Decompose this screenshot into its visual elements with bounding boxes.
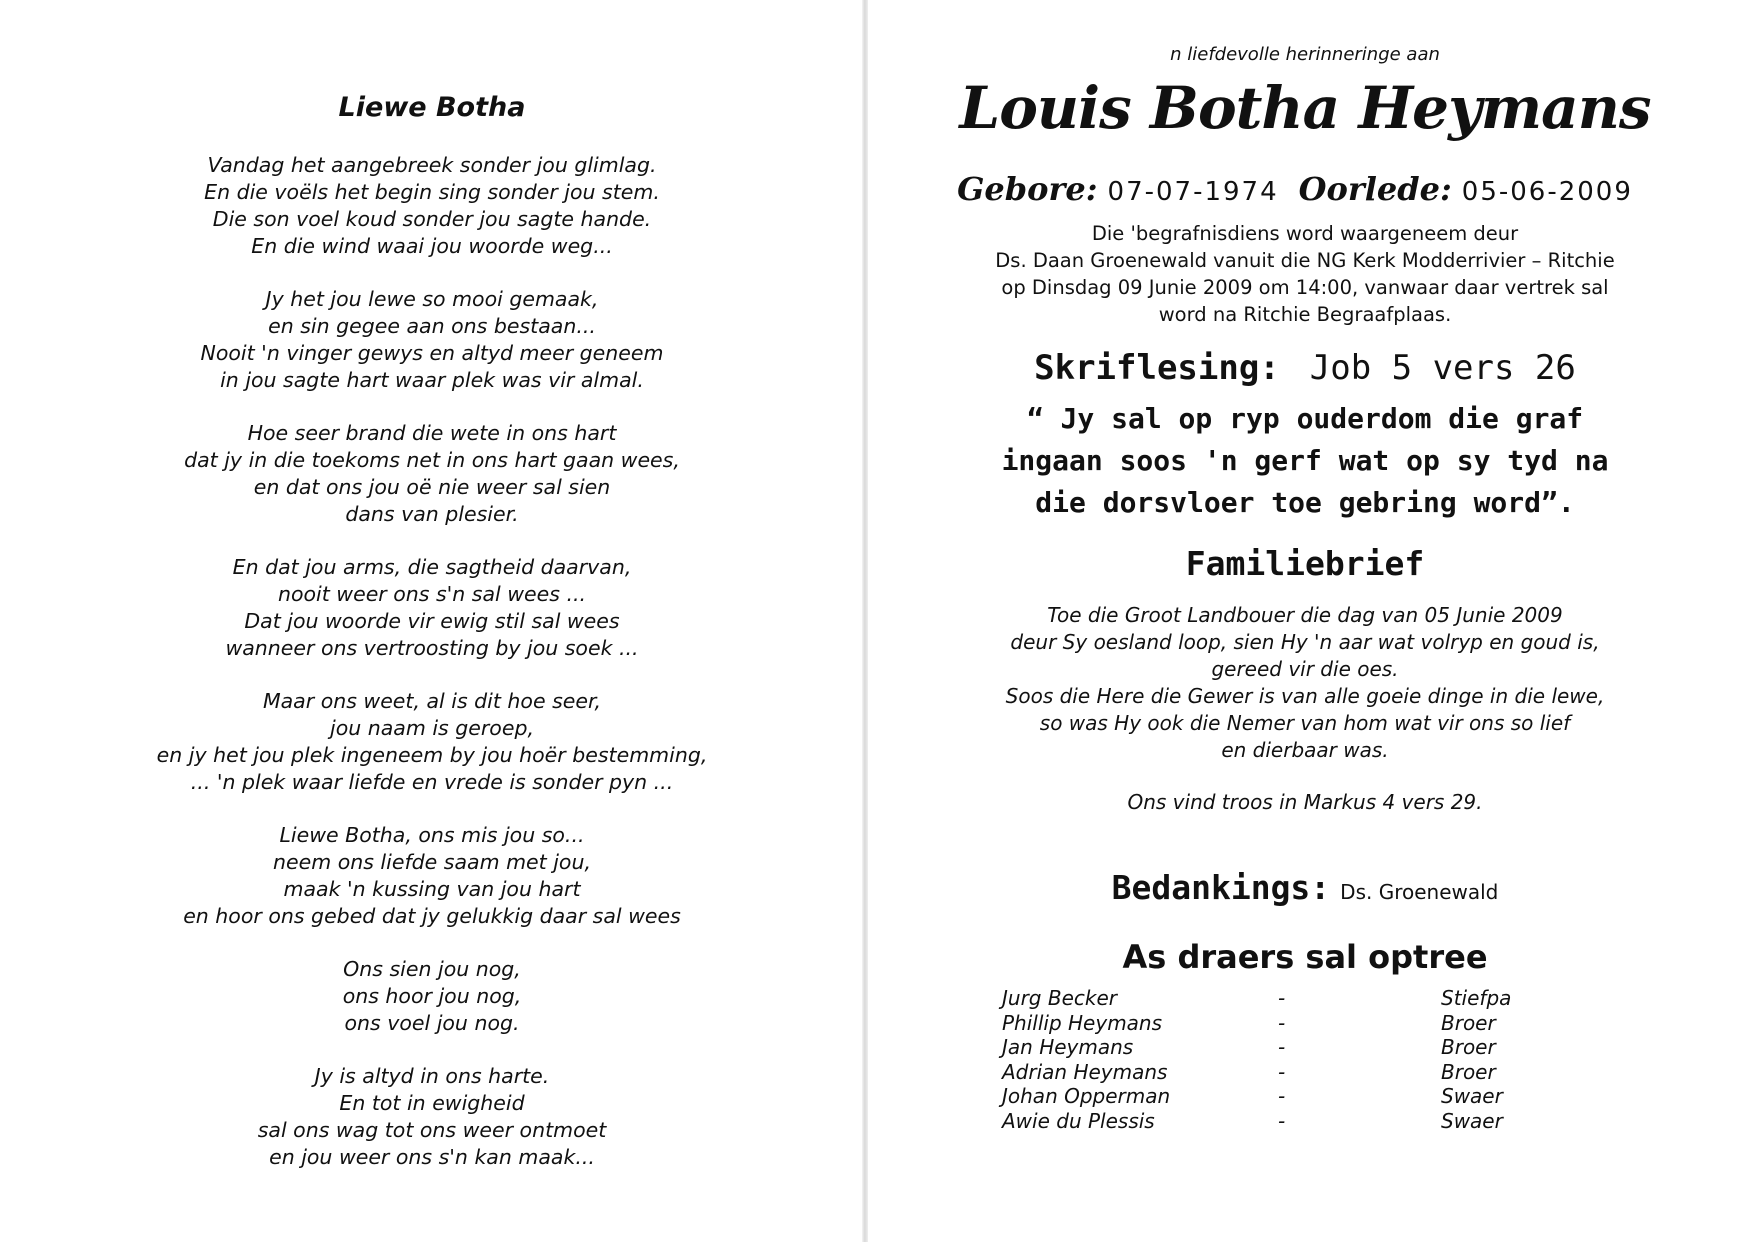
pallbearer-name: Awie du Plessis	[1002, 1108, 1155, 1133]
verse-line: die dorsvloer toe gebring word”.	[1035, 486, 1575, 519]
service-line: Die 'begrafnisdiens word waargeneem deur	[1091, 222, 1519, 245]
verse-line: “ Jy sal op ryp ouderdom die graf	[1026, 402, 1584, 435]
poem-line: sal ons wag tot ons weer ontmoet	[257, 1118, 607, 1142]
pallbearer-relation: Broer	[1441, 1010, 1496, 1035]
poem-line: dans van plesier.	[345, 502, 519, 526]
poem-line: En die voëls het begin sing sonder jou stem.	[204, 180, 660, 204]
verse-line: ingaan soos 'n gerf wat op sy tyd na	[1001, 444, 1609, 477]
poem-line: dat jy in die toekoms net in ons hart gaan wees,	[184, 448, 680, 472]
comfort-verse: Ons vind troos in Markus 4 vers 29.	[1127, 790, 1483, 814]
letter-line: deur Sy oesland loop, sien Hy 'n aar wat volryp en goud is,	[1010, 630, 1600, 654]
stanza	[0, 688, 864, 796]
poem-line: En dat jou arms, die sagtheid daarvan,	[232, 555, 632, 579]
stanza	[0, 554, 864, 662]
poem-line: Liewe Botha, ons mis jou so...	[279, 823, 585, 847]
poem-line: wanneer ons vertroosting by jou soek ...	[225, 636, 639, 660]
poem-line: Jy is altyd in ons harte.	[314, 1064, 550, 1088]
pallbearer-relation: Stiefpa	[1441, 986, 1512, 1010]
pallbearers-heading: As draers sal optree	[1122, 938, 1488, 976]
family-letter	[866, 602, 1744, 764]
poem-line: nooit weer ons s'n sal wees ...	[277, 582, 586, 606]
letter-line: Toe die Groot Landbouer die dag van 05 Junie 2009	[1047, 603, 1563, 627]
thanks-value: Ds. Groenewald	[1340, 880, 1499, 904]
pallbearers-list	[866, 986, 1744, 1133]
stanza	[0, 286, 864, 394]
poem-line: jou naam is geroep,	[330, 716, 534, 740]
poem-line: Nooit 'n vinger gewys en altyd meer geneem	[200, 341, 664, 365]
letter-line: en dierbaar was.	[1221, 738, 1389, 762]
letter-line: Soos die Here die Gewer is van alle goeie dinge in die lewe,	[1005, 684, 1605, 708]
service-line: op Dinsdag 09 Junie 2009 om 14:00, vanwaar daar vertrek sal	[1001, 276, 1609, 299]
pallbearer-name: Jurg Becker	[1002, 986, 1117, 1010]
pallbearer-name: Phillip Heymans	[1002, 1010, 1163, 1035]
stanza	[0, 956, 864, 1037]
service-line: Ds. Daan Groenewald vanuit die NG Kerk Modderrivier – Ritchie	[995, 249, 1615, 272]
poem-body	[0, 152, 864, 1197]
scripture-reading-heading	[866, 348, 1744, 388]
letter-line: gereed vir die oes.	[1211, 657, 1399, 681]
separator-dash: -	[1278, 1059, 1286, 1084]
poem-title: Liewe Botha	[338, 92, 526, 123]
poem-line: En tot in ewigheid	[339, 1091, 525, 1115]
letter-line: so was Hy ook die Nemer van hom wat vir ons so lief	[1039, 711, 1571, 735]
pallbearer-relation: Swaer	[1441, 1108, 1503, 1133]
poem-line: Jy het jou lewe so mooi gemaak,	[265, 287, 599, 311]
pallbearer-row	[866, 1060, 1744, 1085]
poem-line: neem ons liefde saam met jou,	[273, 850, 591, 874]
pallbearer-name: Adrian Heymans	[1002, 1059, 1168, 1084]
pallbearer-row	[866, 1035, 1744, 1060]
stanza	[0, 1063, 864, 1171]
poem-line: En die wind waai jou woorde weg...	[251, 234, 613, 258]
pallbearer-row	[866, 1109, 1744, 1134]
memorial-intro: n liefdevolle herinneringe aan	[1170, 44, 1440, 65]
scripture-label: Skriflesing:	[1034, 348, 1280, 388]
born-date: 07-07-1974	[1107, 177, 1279, 207]
stanza	[0, 822, 864, 930]
pallbearer-relation: Swaer	[1441, 1084, 1503, 1108]
service-line: word na Ritchie Begraafplaas.	[1158, 303, 1452, 326]
pallbearer-row	[866, 1011, 1744, 1036]
born-label: Gebore:	[957, 170, 1098, 208]
poem-line: en jou weer ons s'n kan maak...	[269, 1145, 595, 1169]
right-page-program	[866, 0, 1744, 1242]
poem-line: Die son voel koud sonder jou sagte hande.	[212, 207, 652, 231]
life-dates	[866, 170, 1744, 208]
left-page-poem	[0, 0, 864, 1242]
poem-line: Vandag het aangebreek sonder jou glimlag.	[207, 153, 657, 177]
poem-line: Ons sien jou nog,	[343, 957, 521, 981]
separator-dash: -	[1278, 1035, 1286, 1059]
pallbearer-row	[866, 1084, 1744, 1109]
pallbearer-name: Jan Heymans	[1002, 1035, 1134, 1059]
poem-line: maak 'n kussing van jou hart	[283, 877, 581, 901]
scripture-reference: Job 5 vers 26	[1309, 348, 1576, 388]
poem-line: ons hoor jou nog,	[342, 984, 522, 1008]
service-details	[866, 220, 1744, 328]
poem-line: in jou sagte hart waar plek was vir almal.	[220, 368, 644, 392]
poem-line: en dat ons jou oë nie weer sal sien	[253, 475, 611, 499]
separator-dash: -	[1278, 986, 1286, 1010]
poem-line: en jy het jou plek ingeneem by jou hoër bestemming,	[156, 743, 708, 767]
deceased-name: Louis Botha Heymans	[959, 74, 1651, 142]
acknowledgements	[866, 868, 1744, 907]
pallbearer-name: Johan Opperman	[1002, 1084, 1171, 1108]
thanks-label: Bedankings:	[1111, 868, 1331, 907]
pallbearer-row	[866, 986, 1744, 1011]
separator-dash: -	[1278, 1108, 1286, 1133]
poem-line: Maar ons weet, al is dit hoe seer,	[262, 689, 602, 713]
poem-line: ... 'n plek waar liefde en vrede is sonder pyn ...	[190, 770, 674, 794]
pallbearer-relation: Broer	[1441, 1035, 1496, 1059]
pallbearer-relation: Broer	[1441, 1059, 1496, 1084]
poem-line: ons voel jou nog.	[344, 1011, 520, 1035]
scripture-verse	[866, 398, 1744, 524]
stanza	[0, 420, 864, 528]
separator-dash: -	[1278, 1084, 1286, 1108]
died-date: 05-06-2009	[1461, 177, 1633, 207]
stanza	[0, 152, 864, 260]
died-label: Oorlede:	[1298, 170, 1452, 208]
poem-line: Dat jou woorde vir ewig stil sal wees	[244, 609, 620, 633]
poem-line: Hoe seer brand die wete in ons hart	[247, 421, 617, 445]
separator-dash: -	[1278, 1010, 1286, 1035]
poem-line: en sin gegee aan ons bestaan...	[268, 314, 596, 338]
poem-line: en hoor ons gebed dat jy gelukkig daar sal wees	[183, 904, 681, 928]
family-letter-heading: Familiebrief	[1185, 544, 1425, 583]
